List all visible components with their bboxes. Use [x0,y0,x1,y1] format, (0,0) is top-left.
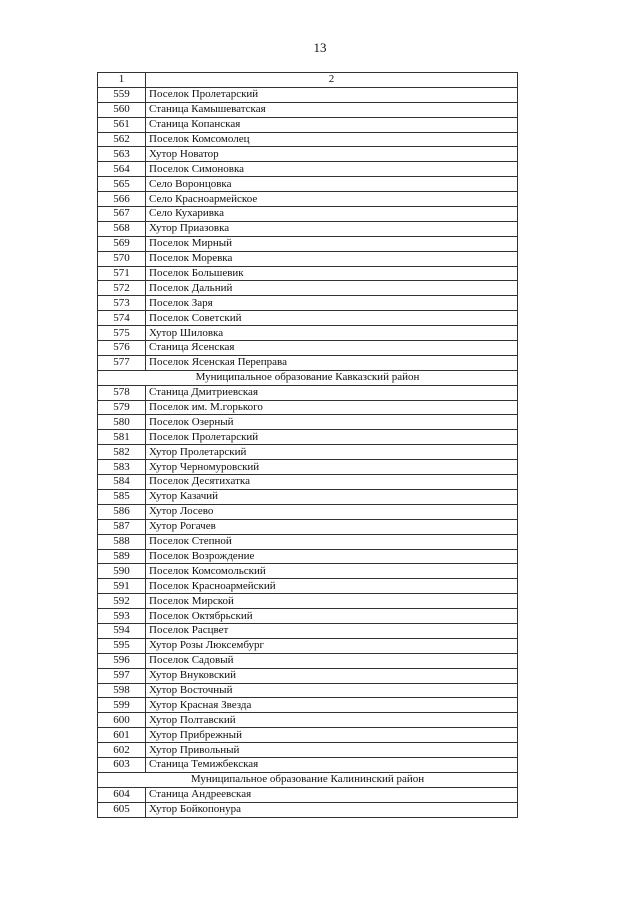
table-row [98,549,518,564]
table-row [98,594,518,609]
settlement-name: Хутор Рогачев [146,519,518,534]
settlement-name: Поселок Большевик [146,266,518,281]
row-number: 561 [98,117,146,132]
settlement-name: Село Кухаривка [146,207,518,222]
table-row [98,415,518,430]
section-header-row [98,772,518,787]
row-number: 579 [98,400,146,415]
settlement-name: Хутор Казачий [146,489,518,504]
table-row [98,534,518,549]
section-header-row [98,370,518,385]
row-number: 567 [98,207,146,222]
row-number: 595 [98,638,146,653]
settlement-name: Хутор Приазовка [146,221,518,236]
settlement-name: Хутор Розы Люксембург [146,638,518,653]
row-number: 578 [98,385,146,400]
table-row [98,236,518,251]
row-number: 581 [98,430,146,445]
table-row [98,683,518,698]
row-number: 575 [98,326,146,341]
table-row [98,638,518,653]
row-number: 598 [98,683,146,698]
settlement-name: Поселок Степной [146,534,518,549]
settlement-name: Поселок Красноармейский [146,579,518,594]
row-number: 573 [98,296,146,311]
row-number: 570 [98,251,146,266]
table-row [98,266,518,281]
table-row [98,296,518,311]
settlement-name: Хутор Внуковский [146,668,518,683]
table-row [98,489,518,504]
table-row [98,207,518,222]
settlement-name: Хутор Черномуровский [146,460,518,475]
settlement-name: Поселок Комсомольский [146,564,518,579]
table-row [98,698,518,713]
settlement-name: Поселок Мирской [146,594,518,609]
row-number: 582 [98,445,146,460]
settlement-name: Поселок Ясенская Переправа [146,355,518,370]
settlement-name: Хутор Пролетарский [146,445,518,460]
settlement-name: Поселок Расцвет [146,623,518,638]
row-number: 583 [98,460,146,475]
row-number: 572 [98,281,146,296]
settlement-name: Станица Дмитриевская [146,385,518,400]
table-row [98,743,518,758]
settlement-name: Хутор Красная Звезда [146,698,518,713]
table-row [98,311,518,326]
table-header-row [98,73,518,88]
section-title: Муниципальное образование Кавказский район [98,370,518,385]
table-row [98,117,518,132]
settlement-name: Поселок Мирный [146,236,518,251]
settlement-name: Поселок Дальний [146,281,518,296]
settlement-name: Поселок Симоновка [146,162,518,177]
row-number: 591 [98,579,146,594]
row-number: 589 [98,549,146,564]
row-number: 560 [98,102,146,117]
table-row [98,102,518,117]
row-number: 568 [98,221,146,236]
table-row [98,355,518,370]
settlement-name: Поселок Заря [146,296,518,311]
row-number: 569 [98,236,146,251]
settlement-name: Село Красноармейское [146,192,518,207]
page-number: 13 [313,40,327,55]
row-number: 590 [98,564,146,579]
settlement-name: Станица Камышеватская [146,102,518,117]
section-title: Муниципальное образование Калининский район [98,772,518,787]
row-number: 563 [98,147,146,162]
table-row [98,221,518,236]
settlement-name: Хутор Новатор [146,147,518,162]
row-number: 566 [98,192,146,207]
table-row [98,757,518,772]
row-number: 576 [98,341,146,356]
header-col-2: 2 [146,73,518,88]
settlement-name: Поселок Советский [146,311,518,326]
settlements-table-body [98,73,518,818]
table-row [98,177,518,192]
settlement-name: Поселок Возрождение [146,549,518,564]
settlement-name: Станица Андреевская [146,787,518,802]
row-number: 574 [98,311,146,326]
row-number: 596 [98,653,146,668]
settlement-name: Поселок Озерный [146,415,518,430]
settlement-name: Поселок Моревка [146,251,518,266]
settlement-name: Хутор Восточный [146,683,518,698]
table-row [98,430,518,445]
settlement-name: Поселок Десятихатка [146,475,518,490]
table-row [98,623,518,638]
settlement-name: Поселок Октябрьский [146,609,518,624]
settlement-name: Хутор Полтавский [146,713,518,728]
row-number: 577 [98,355,146,370]
table-row [98,147,518,162]
table-row [98,87,518,102]
table-row [98,728,518,743]
settlement-name: Хутор Бойкопонура [146,802,518,817]
table-row [98,579,518,594]
settlement-name: Поселок Пролетарский [146,87,518,102]
settlement-name: Село Воронцовка [146,177,518,192]
row-number: 592 [98,594,146,609]
header-col-1: 1 [98,73,146,88]
settlement-name: Поселок Пролетарский [146,430,518,445]
settlement-name: Станица Ясенская [146,341,518,356]
settlement-name: Поселок Садовый [146,653,518,668]
table-row [98,341,518,356]
table-row [98,445,518,460]
table-row [98,519,518,534]
table-row [98,251,518,266]
settlement-name: Поселок Комсомолец [146,132,518,147]
table-row [98,713,518,728]
row-number: 571 [98,266,146,281]
row-number: 600 [98,713,146,728]
table-row [98,609,518,624]
row-number: 565 [98,177,146,192]
settlement-name: Хутор Лосево [146,504,518,519]
table-row [98,564,518,579]
row-number: 594 [98,623,146,638]
table-row [98,132,518,147]
row-number: 601 [98,728,146,743]
row-number: 597 [98,668,146,683]
row-number: 587 [98,519,146,534]
row-number: 559 [98,87,146,102]
table-row [98,475,518,490]
table-row [98,385,518,400]
row-number: 593 [98,609,146,624]
settlements-table [97,72,518,818]
table-row [98,460,518,475]
table-row [98,802,518,817]
table-row [98,326,518,341]
row-number: 605 [98,802,146,817]
row-number: 580 [98,415,146,430]
table-row [98,192,518,207]
row-number: 562 [98,132,146,147]
table-row [98,281,518,296]
row-number: 586 [98,504,146,519]
row-number: 602 [98,743,146,758]
row-number: 599 [98,698,146,713]
settlement-name: Хутор Шиловка [146,326,518,341]
row-number: 585 [98,489,146,504]
settlement-name: Хутор Прибрежный [146,728,518,743]
settlement-name: Поселок им. М.горького [146,400,518,415]
table-row [98,162,518,177]
settlement-name: Хутор Привольный [146,743,518,758]
row-number: 564 [98,162,146,177]
row-number: 584 [98,475,146,490]
table-row [98,400,518,415]
settlement-name: Станица Темижбекская [146,757,518,772]
row-number: 604 [98,787,146,802]
table-row [98,653,518,668]
row-number: 588 [98,534,146,549]
settlement-name: Станица Копанская [146,117,518,132]
table-row [98,668,518,683]
table-row [98,787,518,802]
table-row [98,504,518,519]
row-number: 603 [98,757,146,772]
